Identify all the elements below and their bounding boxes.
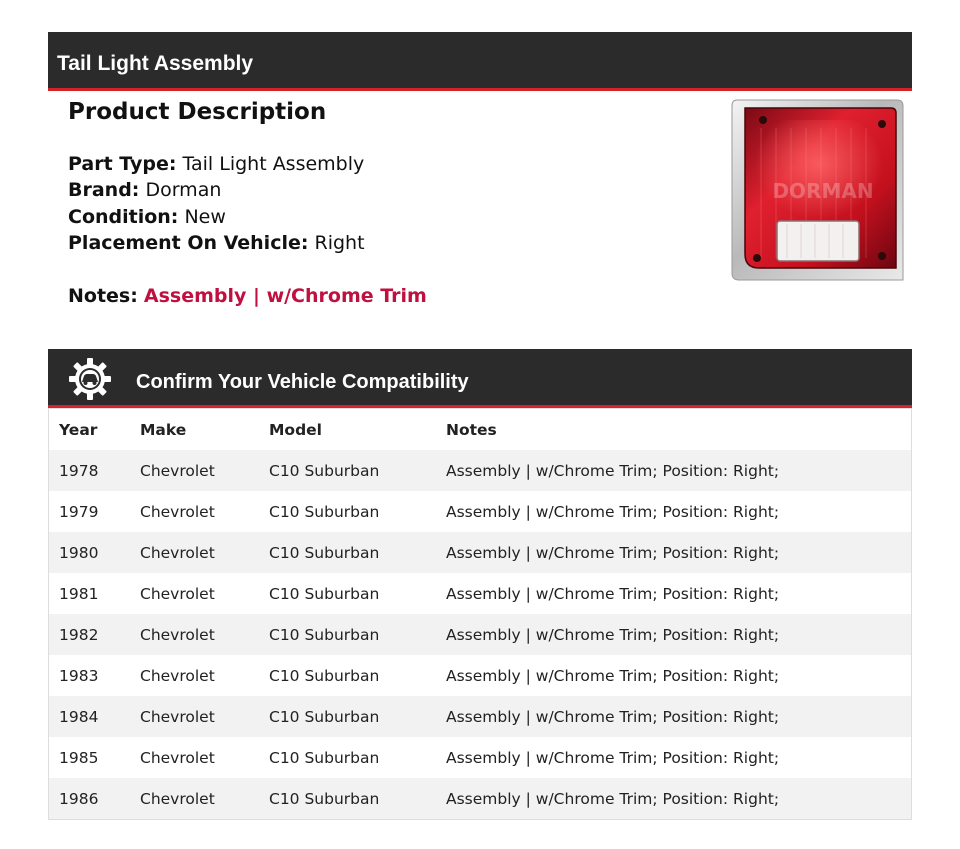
table-row xyxy=(49,778,912,820)
column-header-year: Year xyxy=(59,420,98,439)
cell-notes: Assembly | w/Chrome Trim; Position: Right; xyxy=(446,748,780,767)
cell-make: Chevrolet xyxy=(140,707,215,726)
spec-label: Brand: xyxy=(68,179,140,202)
spec-brand xyxy=(68,177,365,203)
cell-year: 1982 xyxy=(59,625,99,644)
spec-list xyxy=(68,151,365,256)
cell-model: C10 Suburban xyxy=(269,625,380,644)
cell-model: C10 Suburban xyxy=(269,584,380,603)
spec-part-type xyxy=(68,151,365,177)
cell-year: 1983 xyxy=(59,666,99,685)
spec-value: Right xyxy=(314,231,365,254)
cell-notes: Assembly | w/Chrome Trim; Position: Right; xyxy=(446,584,780,603)
cell-make: Chevrolet xyxy=(140,748,215,767)
cell-notes: Assembly | w/Chrome Trim; Position: Right; xyxy=(446,502,780,521)
notes-label: Notes: xyxy=(68,285,138,307)
cell-make: Chevrolet xyxy=(140,666,215,685)
spec-label: Part Type: xyxy=(68,153,177,175)
spec-value: Tail Light Assembly xyxy=(182,153,365,175)
cell-make: Chevrolet xyxy=(140,502,215,521)
cell-year: 1986 xyxy=(59,789,99,808)
cell-make: Chevrolet xyxy=(140,625,215,644)
description-heading: Product Description xyxy=(68,99,327,125)
product-description xyxy=(68,96,708,128)
cell-model: C10 Suburban xyxy=(269,748,380,767)
cell-notes: Assembly | w/Chrome Trim; Position: Right; xyxy=(446,461,780,480)
cell-year: 1981 xyxy=(59,584,99,603)
cell-year: 1984 xyxy=(59,707,99,726)
spec-label: Placement On Vehicle: xyxy=(68,231,309,254)
product-title-bar xyxy=(48,32,912,91)
cell-model: C10 Suburban xyxy=(269,502,380,521)
cell-year: 1979 xyxy=(59,502,99,521)
spec-condition xyxy=(68,204,365,230)
spec-placement xyxy=(68,230,365,256)
cell-model: C10 Suburban xyxy=(269,543,380,562)
compatibility-title-bar xyxy=(48,349,912,408)
table-row xyxy=(49,450,912,491)
cell-year: 1980 xyxy=(59,543,99,562)
spec-value: Dorman xyxy=(145,179,222,202)
cell-notes: Assembly | w/Chrome Trim; Position: Right; xyxy=(446,707,780,726)
table-row xyxy=(49,532,912,573)
cell-year: 1978 xyxy=(59,461,99,480)
cell-model: C10 Suburban xyxy=(269,666,380,685)
cell-make: Chevrolet xyxy=(140,789,215,808)
product-notes xyxy=(68,282,427,310)
table-row xyxy=(49,614,912,655)
cell-notes: Assembly | w/Chrome Trim; Position: Right; xyxy=(446,625,780,644)
column-header-model: Model xyxy=(269,420,322,439)
cell-model: C10 Suburban xyxy=(269,789,380,808)
cell-make: Chevrolet xyxy=(140,584,215,603)
table-header-row xyxy=(49,409,912,451)
compatibility-title: Confirm Your Vehicle Compatibility xyxy=(136,371,469,393)
compatibility-table xyxy=(48,408,912,820)
cell-year: 1985 xyxy=(59,748,99,767)
cell-notes: Assembly | w/Chrome Trim; Position: Right; xyxy=(446,666,780,685)
cell-model: C10 Suburban xyxy=(269,707,380,726)
table-row xyxy=(49,491,912,532)
tail-light-image xyxy=(731,98,905,282)
cell-notes: Assembly | w/Chrome Trim; Position: Right; xyxy=(446,789,780,808)
cell-notes: Assembly | w/Chrome Trim; Position: Right; xyxy=(446,543,780,562)
notes-value: Assembly | w/Chrome Trim xyxy=(143,285,427,307)
table-row xyxy=(49,696,912,737)
spec-value: New xyxy=(184,205,226,228)
spec-label: Condition: xyxy=(68,205,179,228)
table-row xyxy=(49,737,912,778)
column-header-make: Make xyxy=(140,420,187,439)
column-header-notes: Notes xyxy=(446,420,497,439)
gear-car-icon xyxy=(68,357,112,401)
table-row xyxy=(49,655,912,696)
cell-model: C10 Suburban xyxy=(269,461,380,480)
product-title: Tail Light Assembly xyxy=(57,52,254,75)
cell-make: Chevrolet xyxy=(140,461,215,480)
cell-make: Chevrolet xyxy=(140,543,215,562)
dorman-watermark: DORMAN xyxy=(772,179,874,203)
table-row xyxy=(49,573,912,614)
